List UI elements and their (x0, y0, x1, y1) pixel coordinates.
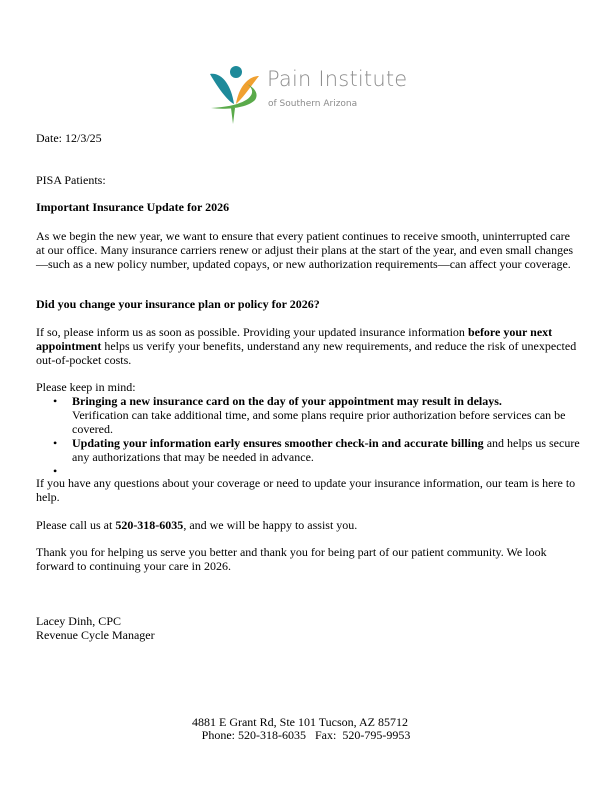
bullet-text: and helps us secure any authorizations that may be needed in advance. (72, 436, 580, 464)
footer-address: 4881 E Grant Rd, Ste 101 Tucson, AZ 85712 (191, 715, 408, 729)
keep-in-mind-label: Please keep in mind: (36, 380, 136, 394)
keep-in-mind-section (36, 380, 581, 478)
bullet-list (36, 394, 581, 478)
bullet-text: Verification can take additional time, and some plans require prior authorization before services can be covered. (72, 408, 566, 436)
inform-paragraph (36, 325, 581, 367)
logo-name: Pain Institute (267, 67, 408, 91)
intro-paragraph: As we begin the new year, we want to ensure that every patient continues to receive smooth, uninterrupted care at our office. Many insurance carriers renew or adjust their plans at the start of the year, and even small changes—such as a new policy number, updated copays, or new authorization requirements—can affect your coverage. (36, 229, 574, 271)
letter-title: Important Insurance Update for 2026 (36, 200, 230, 214)
bullet-icon: • (53, 464, 58, 478)
questions-paragraph: If you have any questions about your coverage or need to update your insurance information, our team is here to help. (36, 476, 576, 504)
inform-post: helps us verify your benefits, understand any new requirements, and reduce the risk of unexpected out-of-pocket costs. (36, 339, 577, 367)
footer-contact: Phone: 520-318-6035 Fax: 520-795-9953 (201, 728, 411, 742)
call-paragraph (36, 518, 581, 532)
letter-date: Date: 12/3/25 (36, 131, 102, 145)
bullet-icon: • (53, 394, 58, 408)
signature-name: Lacey Dinh, CPC (36, 614, 121, 628)
bullet-icon: • (53, 436, 58, 450)
salutation: PISA Patients: (36, 173, 106, 187)
thanks-paragraph: Thank you for helping us serve you better and thank you for being part of our patient community. We look forward to continuing your care in 2026. (36, 545, 547, 573)
call-post: , and we will be happy to assist you. (183, 518, 358, 532)
list-item (36, 394, 581, 436)
call-pre: Please call us at (36, 518, 116, 532)
call-phone[interactable]: 520-318-6035 (115, 518, 184, 532)
signature-title: Revenue Cycle Manager (36, 628, 155, 642)
inform-bold: before your next appointment (36, 325, 553, 353)
logo-subtitle: of Southern Arizona (268, 99, 358, 109)
question-heading: Did you change your insurance plan or policy for 2026? (36, 297, 320, 311)
list-item (36, 436, 581, 464)
inform-pre: If so, please inform us as soon as possible. Providing your updated insurance information (36, 325, 468, 339)
figure-logo-icon (207, 62, 267, 124)
bullet-bold: Bringing a new insurance card on the day of your appointment may result in delays. (72, 394, 502, 408)
bullet-bold: Updating your information early ensures smoother check-in and accurate billing (72, 436, 484, 450)
logo (207, 62, 407, 124)
